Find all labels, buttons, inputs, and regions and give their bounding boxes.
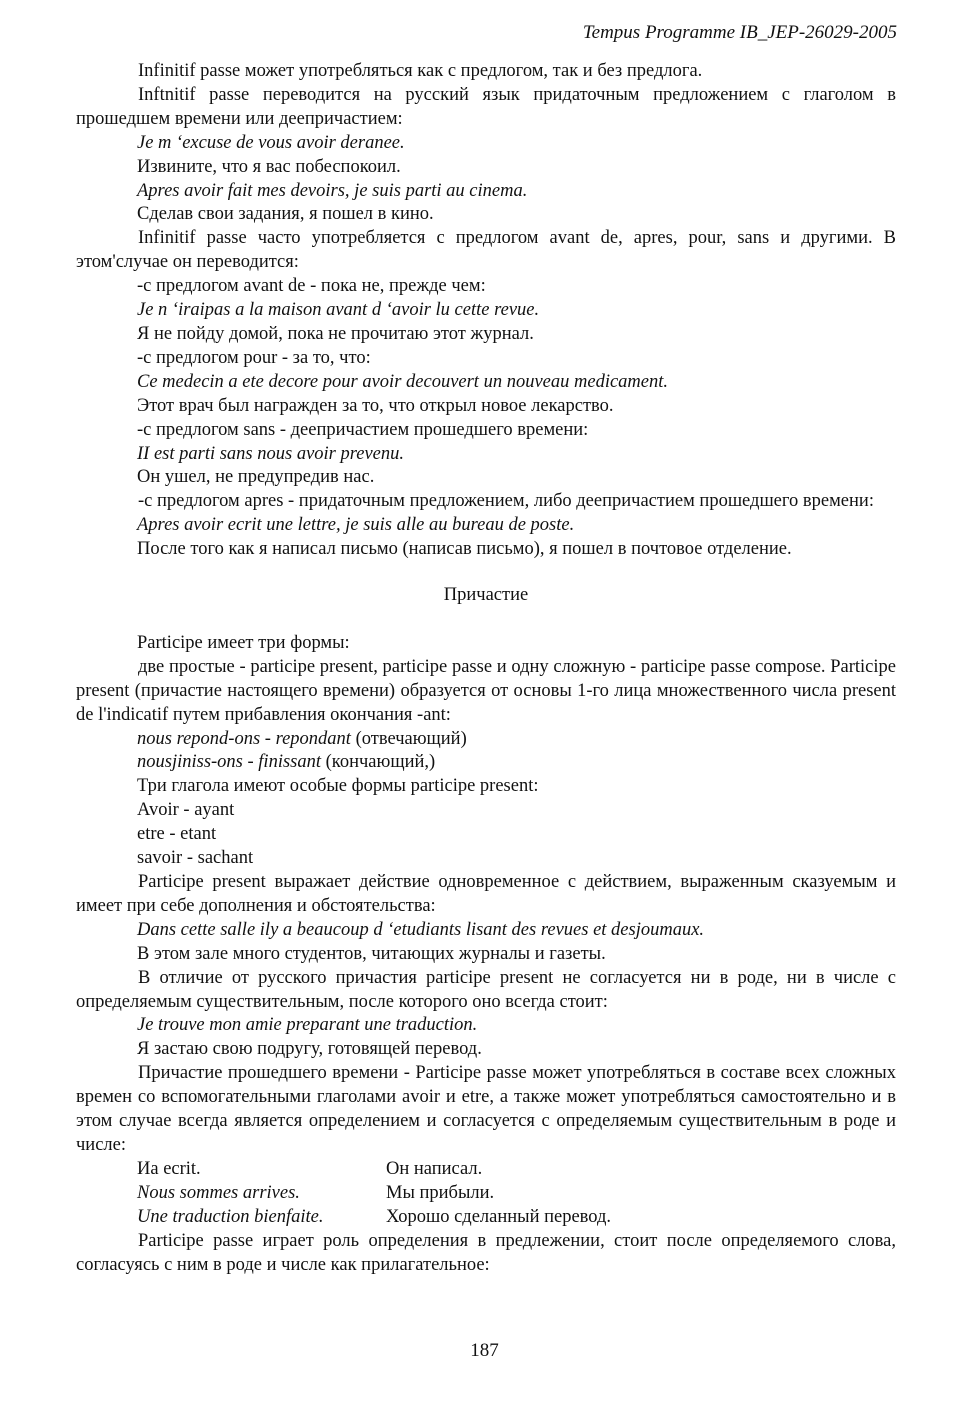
example-row [76,1206,896,1230]
example-translation: После того как я написал письмо (написав письмо), я пошел в почтовое отделение. [137,539,792,560]
example-translation: Я застаю свою подругу, готовящей перевод. [137,1039,482,1060]
example-translation: Он написал. [386,1158,483,1179]
example-french: Apres avoir ecrit une lettre, je suis alle au bureau de poste. [137,515,575,536]
page-body [76,60,896,1277]
example-french: Je n ‘iraipas a la maison avant d ‘avoir lu cette revue. [137,300,540,321]
verb-form: savoir - sachant [137,848,254,869]
paragraph: Participe passe играет роль определения в предлежении, стоит после определяемого слова, согласуясь с ним в роде и числе как прилагательное: [76,1230,896,1275]
example-french: Nous sommes arrives. [137,1182,300,1203]
rule-line: -с предлогом apres - придаточным предложением, либо деепричастием прошедшего времени: [138,491,874,512]
example-french: Ce medecin a ete decore pour avoir decouvert un nouveau medicament. [137,371,669,392]
example-translation: Хорошо сделанный перевод. [386,1206,612,1227]
example-french: Иa ecrit. [137,1158,201,1179]
example-french: Apres avoir fait mes devoirs, je suis parti au cinema. [137,180,528,201]
example-translation: Он ушел, не предупредив нас. [137,467,375,488]
page-number: 187 [470,1340,499,1361]
paragraph: Infinitif passe часто употребляется с предлогом avant de, apres, pour, sans и другими. В этом'случае он переводится: [76,228,896,273]
verb-form: etre - etant [137,824,217,845]
example-french: Une traduction bienfaite. [137,1206,324,1227]
running-header: Tempus Programme IB_JEP-26029-2005 [582,22,897,43]
rule-line: -с предлогом sans - деепричастием прошедшего времени: [137,419,589,440]
example-french: nousjiniss-ons - finissant [137,752,321,773]
example-translation: В этом зале много студентов, читающих журналы и газеты. [137,943,606,964]
paragraph: Причастие прошедшего времени - Participe passe может употребляться в составе всех сложных времен со вспомогательными глаголами avoir и etre, а также может употребляться самостоятельно и в этом случае всегда является определением и согласуется с определяемым существительным в роде и числе: [76,1063,896,1155]
paragraph: В отличие от русского причастия participe present не согласуется ни в роде, ни в числе с определяемым существительным, после которого оно всегда стоит: [76,967,896,1012]
example-line [76,751,896,775]
example-translation: Извините, что я вас побеспокоил. [137,156,401,177]
paragraph: Три глагола имеют особые формы participe present: [137,776,539,797]
example-translation: (отвечающий) [350,728,467,749]
example-translation: Я не пойду домой, пока не прочитаю этот журнал. [137,323,534,344]
example-french: Je trouve mon amie preparant une traduction. [137,1015,478,1036]
paragraph: Infinitif passe может употребляться как с предлогом, так и без предлога. [138,61,703,81]
verb-form: Avoir - ayant [137,800,235,821]
section-heading: Причастие [443,585,529,606]
example-row [76,1182,896,1206]
paragraph: Inftnitif passe переводится на русский язык придаточным предложением с глаголом в прошедшем времени или деепричастием: [76,84,896,129]
paragraph: две простые - participe present, participe passe и одну сложную - participe passe compose. Participe present (причастие настоящего времени) образуется от основы 1-го лица множественного числа present de l'indicatif путем прибавления окончания -ant: [76,656,896,725]
example-row [76,1158,896,1182]
example-line [76,728,896,752]
example-translation: Мы прибыли. [386,1182,495,1203]
example-french: Dans cette salle ily a beaucoup d ‘etudiants lisant des revues et desjoumaux. [137,919,705,940]
example-french: II est parti sans nous avoir prevenu. [137,443,405,464]
rule-line: -с предлогом avant de - пока не, прежде чем: [137,276,486,297]
paragraph: Participe имеет три формы: [137,632,350,653]
example-translation: (кончающий,) [321,752,436,773]
example-french: nous repond-ons - repondant [137,728,351,749]
example-translation: Этот врач был награжден за то, что открыл новое лекарство. [137,395,614,416]
paragraph: Participe present выражает действие одновременное с действием, выраженным сказуемым и имеет при себе дополнения и обстоятельства: [76,872,896,916]
example-translation: Сделав свои задания, я пошел в кино. [137,204,434,225]
example-french: Je m ‘excuse de vous avoir deranee. [137,132,405,153]
rule-line: -с предлогом pour - за то, что: [137,347,371,368]
